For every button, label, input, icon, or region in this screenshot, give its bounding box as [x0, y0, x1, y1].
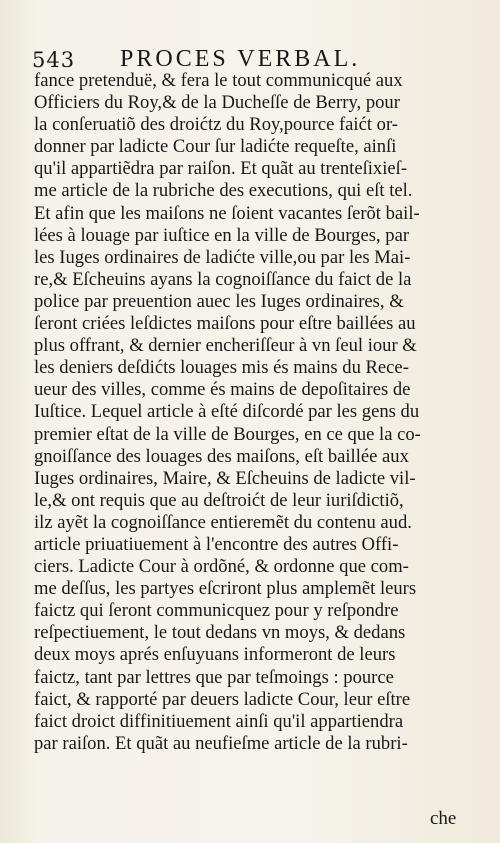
text-line: Iuſtice. Lequel article à eſté diſcordé par les gens du — [34, 401, 420, 423]
folio-number: 543 — [32, 48, 76, 72]
text-line: faictz, tant par lettres que par teſmoings : pource — [34, 666, 394, 688]
text-line: faict droict diffinitiuement ainſi qu'il appartiendra — [34, 710, 404, 732]
text-line: donner par ladicte Cour ſur ladićte requeſte, ainſi — [34, 136, 397, 158]
text-line: faictz qui ſeront communicquez pour y reſpondre — [34, 600, 399, 622]
catchword: che — [430, 808, 457, 829]
text-line: me deſſus, les partyes eſcriront plus amplemẽt leurs — [34, 578, 417, 600]
text-line: par raiſon. Et quãt au neufieſme article de la rubri- — [34, 732, 408, 754]
text-line: le,& ont requis que au deſtroićt de leur iuriſdictiõ, — [34, 489, 404, 511]
body-text — [34, 70, 478, 755]
text-line: la conſeruatiõ des droićtz du Roy,pource faićt or- — [34, 114, 398, 136]
text-line: Et afin que les maiſons ne ſoient vacantes ſerõt bail- — [34, 202, 420, 224]
text-line: me article de la rubriche des executions, qui eſt tel. — [34, 180, 413, 202]
text-line: les deniers deſdićts louages mis és mains du Rece- — [34, 357, 409, 379]
text-line: article priuatiuement à l'encontre des autres Offi- — [34, 533, 399, 555]
text-line: police par preuention auec les Iuges ordinaires, & — [34, 290, 404, 312]
text-line: fance pretenduë, & fera le tout communicqué aux — [34, 70, 403, 91]
text-line: les Iuges ordinaires de ladićte ville,ou par les Mai- — [34, 246, 411, 268]
text-line: ſeront criées leſdictes maiſons pour eſtre baillées au — [34, 313, 416, 335]
text-line: deux moys aprés enſuyuans informeront de leurs — [34, 644, 396, 666]
text-line: faict, & rapporté par deuers ladicte Cour, leur eſtre — [34, 688, 411, 710]
text-line: gnoiſſance des louages des maiſons, eſt baillée aux — [34, 445, 409, 467]
running-title: PROCES VERBAL. — [120, 46, 361, 72]
text-line: premier eſtat de la ville de Bourges, en ce que la co- — [34, 423, 421, 445]
text-line: ciers. Ladicte Cour à ordõné, & ordonne que com- — [34, 556, 409, 578]
text-line: reſpectiuement, le tout dedans vn moys, & dedans — [34, 622, 406, 644]
text-line: Officiers du Roy,& de la Ducheſſe de Berry, pour — [34, 92, 400, 114]
text-line: re,& Eſcheuins ayans la cognoiſſance du faict de la — [34, 268, 412, 290]
text-line: ueur des villes, comme és mains de depoſitaires de — [34, 379, 411, 401]
text-line: qu'il appartiẽdra par raiſon. Et quãt au trenteſixieſ- — [34, 158, 408, 180]
text-line: ilz ayẽt la cognoiſſance entieremẽt du contenu aud. — [34, 511, 412, 533]
text-line: Iuges ordinaires, Maire, & Eſcheuins de ladicte vil- — [34, 467, 416, 489]
text-line: lées à louage par iuſtice en la ville de Bourges, par — [34, 224, 410, 246]
text-line: plus offrant, & dernier encheriſſeur à vn ſeul iour & — [34, 335, 417, 357]
